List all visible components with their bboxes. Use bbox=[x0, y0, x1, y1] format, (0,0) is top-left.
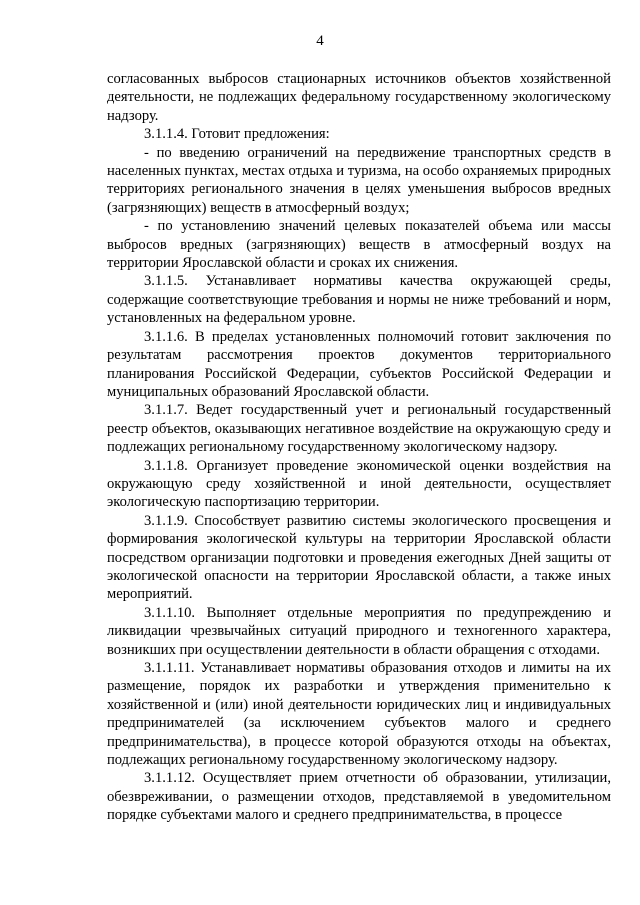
paragraph-3-1-1-4-item-1: - по введению ограничений на передвижение транспортных средств в населенных пунктах, местах отдыха и туризма, на особо охраняемых природных территориях регионального значения в целях уменьшения выбросов вредных (загрязняющих) веществ в атмосферный воздух; bbox=[107, 144, 611, 216]
paragraph-3-1-1-10: 3.1.1.10. Выполняет отдельные мероприятия по предупреждению и ликвидации чрезвычайных ситуаций природного и техногенного характера, возникших при осуществлении деятельности в области обращения с отходами. bbox=[107, 604, 611, 658]
paragraph-3-1-1-5: 3.1.1.5. Устанавливает нормативы качества окружающей среды, содержащие соответствующие требования и нормы не ниже требований и норм, установленных на федеральном уровне. bbox=[107, 273, 611, 327]
paragraph-3-1-1-12: 3.1.1.12. Осуществляет прием отчетности об образовании, утилизации, обезвреживании, о размещении отходов, представляемой в уведомительном порядке субъектами малого и среднего предпринимательства, в процессе bbox=[107, 770, 611, 824]
paragraph-3-1-1-7: 3.1.1.7. Ведет государственный учет и региональный государственный реестр объектов, оказывающих негативное воздействие на окружающую среду и подлежащих региональному государственному экологическому надзору. bbox=[107, 402, 611, 456]
paragraph-3-1-1-4: 3.1.1.4. Готовит предложения: bbox=[144, 126, 330, 143]
page-number: 4 bbox=[316, 33, 324, 49]
paragraph-3-1-1-6: 3.1.1.6. В пределах установленных полномочий готовит заключения по результатам рассмотрения проектов документов территориального планирования Российской Федерации, субъектов Российской Федерации и муниципальных образований Ярославской области. bbox=[107, 328, 611, 400]
paragraph-3-1-1-11: 3.1.1.11. Устанавливает нормативы образования отходов и лимиты на их размещение, порядок их разработки и утверждения применительно к хозяйственной и (или) иной деятельности юридических лиц и индивидуальных предпринимателей (за исключением субъектов малого и среднего предпринимательства), в процессе которой образуются отходы на объектах, подлежащих региональному государственному экологическому надзору. bbox=[107, 660, 611, 769]
document-body bbox=[107, 70, 611, 825]
paragraph-continuation: согласованных выбросов стационарных источников объектов хозяйственной деятельности, не подлежащих федеральному государственному экологическому надзору. bbox=[107, 71, 611, 124]
paragraph-3-1-1-4-item-2: - по установлению значений целевых показателей объема или массы выбросов вредных (загрязняющих) веществ в атмосферный воздух на территории Ярославской области и сроках их снижения. bbox=[107, 218, 611, 272]
paragraph-3-1-1-8: 3.1.1.8. Организует проведение экономической оценки воздействия на окружающую среду хозяйственной и иной деятельности, осуществляет экологическую паспортизацию территории. bbox=[107, 457, 611, 511]
paragraph-3-1-1-9: 3.1.1.9. Способствует развитию системы экологического просвещения и формирования экологической культуры на территории Ярославской области посредством организации подготовки и проведения ежегодных Дней защиты от экологической опасности на территории Ярославской области, а также иных мероприятий. bbox=[107, 512, 611, 603]
